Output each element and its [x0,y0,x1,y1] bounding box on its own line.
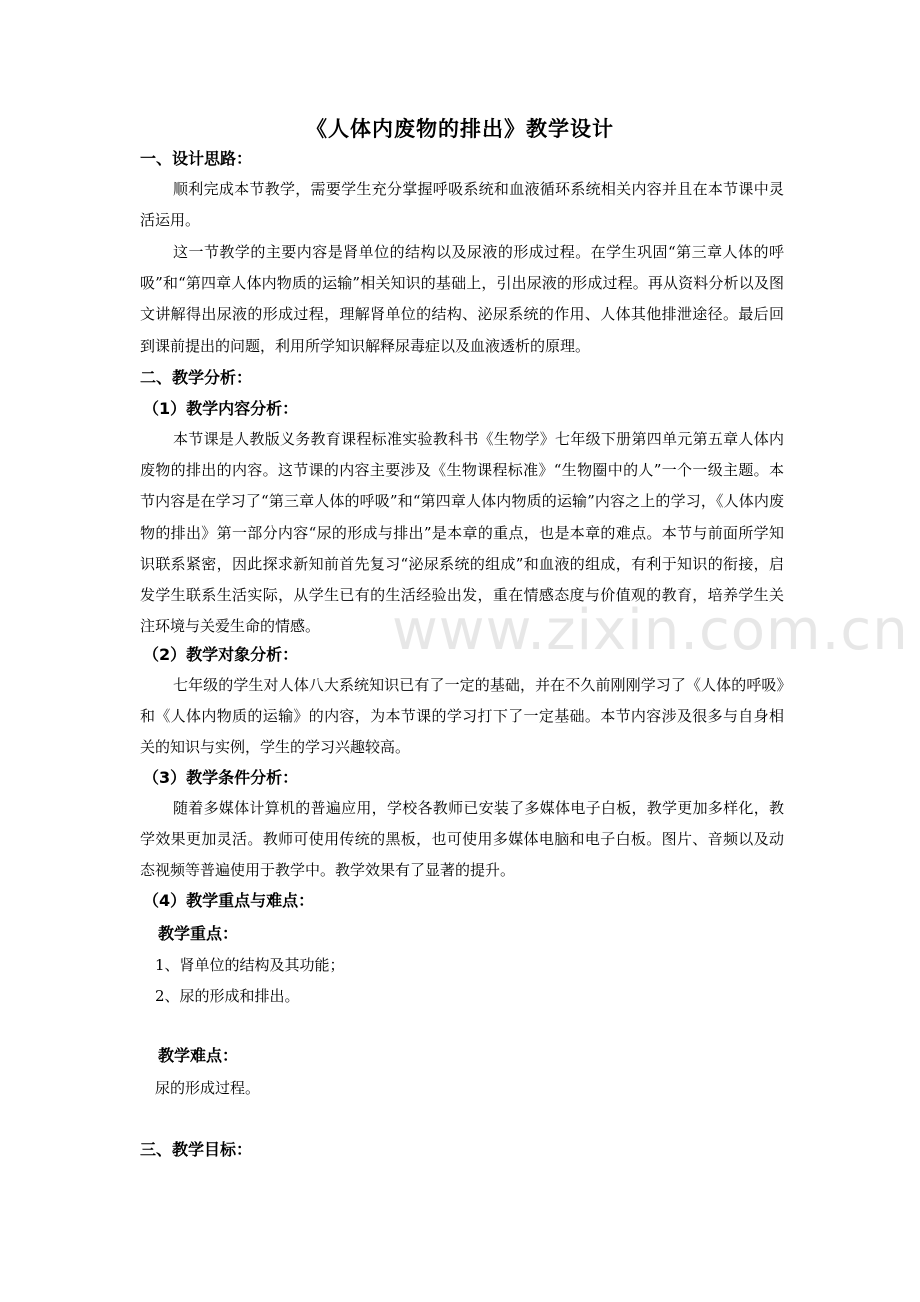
paragraph-audience-analysis: 七年级的学生对人体八大系统知识已有了一定的基础，并在不久前刚刚学习了《人体的呼吸》和《人体内物质的运输》的内容，为本节课的学习打下了一定基础。本节内容涉及很多与自身相关的知识与实例，学生的学习兴趣较高。 [140,676,784,757]
label-key-points: 教学重点： [158,924,239,943]
subheading-audience-analysis: （2）教学对象分析： [143,645,299,664]
key-point-item: 1、肾单位的结构及其功能； [155,956,345,974]
section-heading-teaching-objectives: 三、教学目标： [140,1140,253,1159]
document-title: 《人体内废物的排出》教学设计 [306,117,614,141]
key-point-item: 2、尿的形成和排出。 [155,987,300,1005]
subheading-key-and-difficult-points: （4）教学重点与难点： [143,891,315,910]
paragraph-conditions-analysis: 随着多媒体计算机的普遍应用，学校各教师已安装了多媒体电子白板，教学更加多样化，教学效果更加灵活。教师可使用传统的黑板，也可使用多媒体电脑和电子白板。图片、音频以及动态视频等普遍使用于教学中。教学效果有了显著的提升。 [140,799,784,880]
difficult-point-text: 尿的形成过程。 [155,1079,261,1097]
subheading-content-analysis: （1）教学内容分析： [143,399,299,418]
paragraph-design-idea-1: 顺利完成本节教学，需要学生充分掌握呼吸系统和血液循环系统相关内容并且在本节课中灵活运用。 [140,180,784,230]
watermark: www.zixin.com.cn [392,598,909,663]
paragraph-design-idea-2: 这一节教学的主要内容是肾单位的结构以及尿液的形成过程。在学生巩固“第三章人体的呼吸”和“第四章人体内物质的运输”相关知识的基础上，引出尿液的形成过程。再从资料分析以及图文讲解得出尿液的形成过程，理解肾单位的结构、泌尿系统的作用、人体其他排泄途径。最后回到课前提出的问题，利用所学知识解释尿毒症以及血液透析的原理。 [140,243,784,355]
section-heading-teaching-analysis: 二、教学分析： [140,368,253,387]
subheading-conditions-analysis: （3）教学条件分析： [143,768,299,787]
label-difficult-points: 教学难点： [158,1046,239,1065]
paragraph-content-analysis: 本节课是人教版义务教育课程标准实验教科书《生物学》七年级下册第四单元第五章人体内废物的排出的内容。这节课的内容主要涉及《生物课程标准》“生物圈中的人”一个一级主题。本节内容是在学习了“第三章人体的呼吸”和“第四章人体内物质的运输”内容之上的学习，《人体内废物的排出》第一部分内容“尿的形成与排出”是本章的重点，也是本章的难点。本节与前面所学知识联系紧密，因此探求新知前首先复习“泌尿系统的组成”和血液的组成，有利于知识的衔接，启发学生联系生活实际，从学生已有的生活经验出发，重在情感态度与价值观的教育，培养学生关注环境与关爱生命的情感。 [140,430,784,636]
section-heading-design-idea: 一、设计思路： [140,149,253,168]
